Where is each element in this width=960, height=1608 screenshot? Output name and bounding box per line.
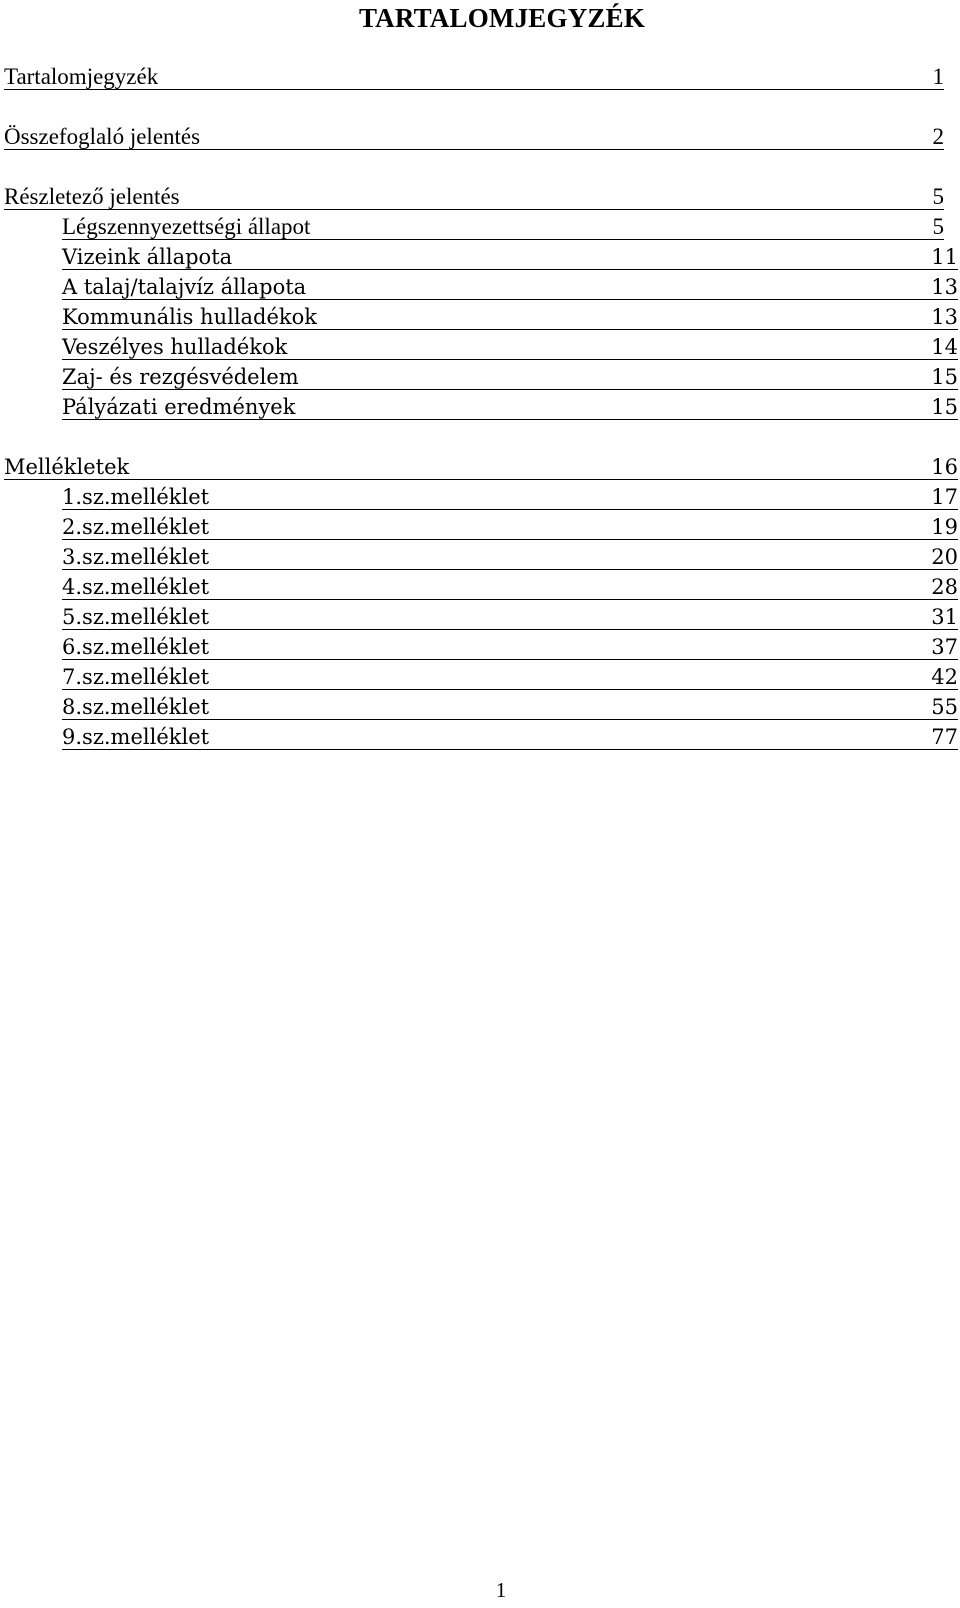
toc-entry-page: 1 [932,64,944,89]
page-title: TARTALOMJEGYZÉK [358,3,646,33]
toc-entry-page: 77 [931,725,958,749]
toc-entry-label: 1.sz.melléklet [62,485,210,509]
toc-entry-melleklet-1[interactable] [62,480,958,510]
toc-entry-osszefoglalo-jelentes[interactable] [4,120,944,150]
toc-entry-page: 28 [931,575,958,599]
toc-entry-label: Mellékletek [4,455,130,479]
toc-entry-page: 16 [931,455,958,479]
toc-entry-label: 3.sz.melléklet [62,545,210,569]
toc-entry-kommunalis-hulladekok[interactable] [62,300,958,330]
toc-entry-label: 7.sz.melléklet [62,665,210,689]
toc-entry-legszennyezettsegi-allapot[interactable] [62,210,944,240]
toc-entry-label: 6.sz.melléklet [62,635,210,659]
toc-entry-label: Vizeink állapota [62,245,233,269]
toc-entry-zaj-es-rezgesvedelem[interactable] [62,360,958,390]
toc-entry-palyazati-eredmenyek[interactable] [62,390,958,420]
toc-entry-melleklet-4[interactable] [62,570,958,600]
toc-entry-veszelyes-hulladekok[interactable] [62,330,958,360]
toc-entry-page: 5 [932,184,944,209]
toc-entry-page: 55 [931,695,958,719]
toc-entry-page: 13 [931,305,958,329]
toc-entry-page: 13 [931,275,958,299]
toc-entry-page: 17 [931,485,958,509]
toc-entry-tartalomjegyzek[interactable] [4,60,944,90]
toc-entry-label: 2.sz.melléklet [62,515,210,539]
toc-entry-page: 15 [931,365,958,389]
toc-entry-label: A talaj/talajvíz állapota [62,275,307,299]
toc-entry-label: Összefoglaló jelentés [4,124,201,149]
toc-entry-label: 5.sz.melléklet [62,605,210,629]
toc-entry-reszletezo-jelentes[interactable] [4,180,944,210]
toc-entry-page: 20 [931,545,958,569]
toc-entry-melleklet-3[interactable] [62,540,958,570]
toc-entry-melleklet-5[interactable] [62,600,958,630]
toc-entry-page: 11 [931,245,958,269]
toc-entry-label: Kommunális hulladékok [62,305,318,329]
toc-entry-mellekletek[interactable] [4,450,958,480]
toc-entry-page: 15 [931,395,958,419]
toc-entry-label: Tartalomjegyzék [4,64,159,89]
toc-entry-page: 37 [931,635,958,659]
toc-entry-label: 9.sz.melléklet [62,725,210,749]
toc-entry-label: Részletező jelentés [4,184,180,209]
toc-entry-page: 42 [931,665,958,689]
toc-entry-vizeink-allapota[interactable] [62,240,958,270]
toc-entry-melleklet-9[interactable] [62,720,958,750]
toc-entry-melleklet-6[interactable] [62,630,958,660]
toc-entry-label: Zaj- és rezgésvédelem [62,365,299,389]
toc-entry-melleklet-2[interactable] [62,510,958,540]
toc-entry-label: Légszennyezettségi állapot [62,214,311,239]
toc-entry-page: 2 [932,124,944,149]
toc-entry-talaj-allapota[interactable] [62,270,958,300]
toc-entry-label: 8.sz.melléklet [62,695,210,719]
footer-page-number: 1 [495,1578,507,1602]
toc-entry-page: 5 [932,214,944,239]
toc-entry-label: Pályázati eredmények [62,395,296,419]
toc-entry-label: Veszélyes hulladékok [62,335,288,359]
toc-entry-melleklet-7[interactable] [62,660,958,690]
toc-entry-melleklet-8[interactable] [62,690,958,720]
toc-entry-page: 31 [931,605,958,629]
toc-entry-page: 19 [931,515,958,539]
toc-entry-page: 14 [931,335,958,359]
toc-entry-label: 4.sz.melléklet [62,575,210,599]
